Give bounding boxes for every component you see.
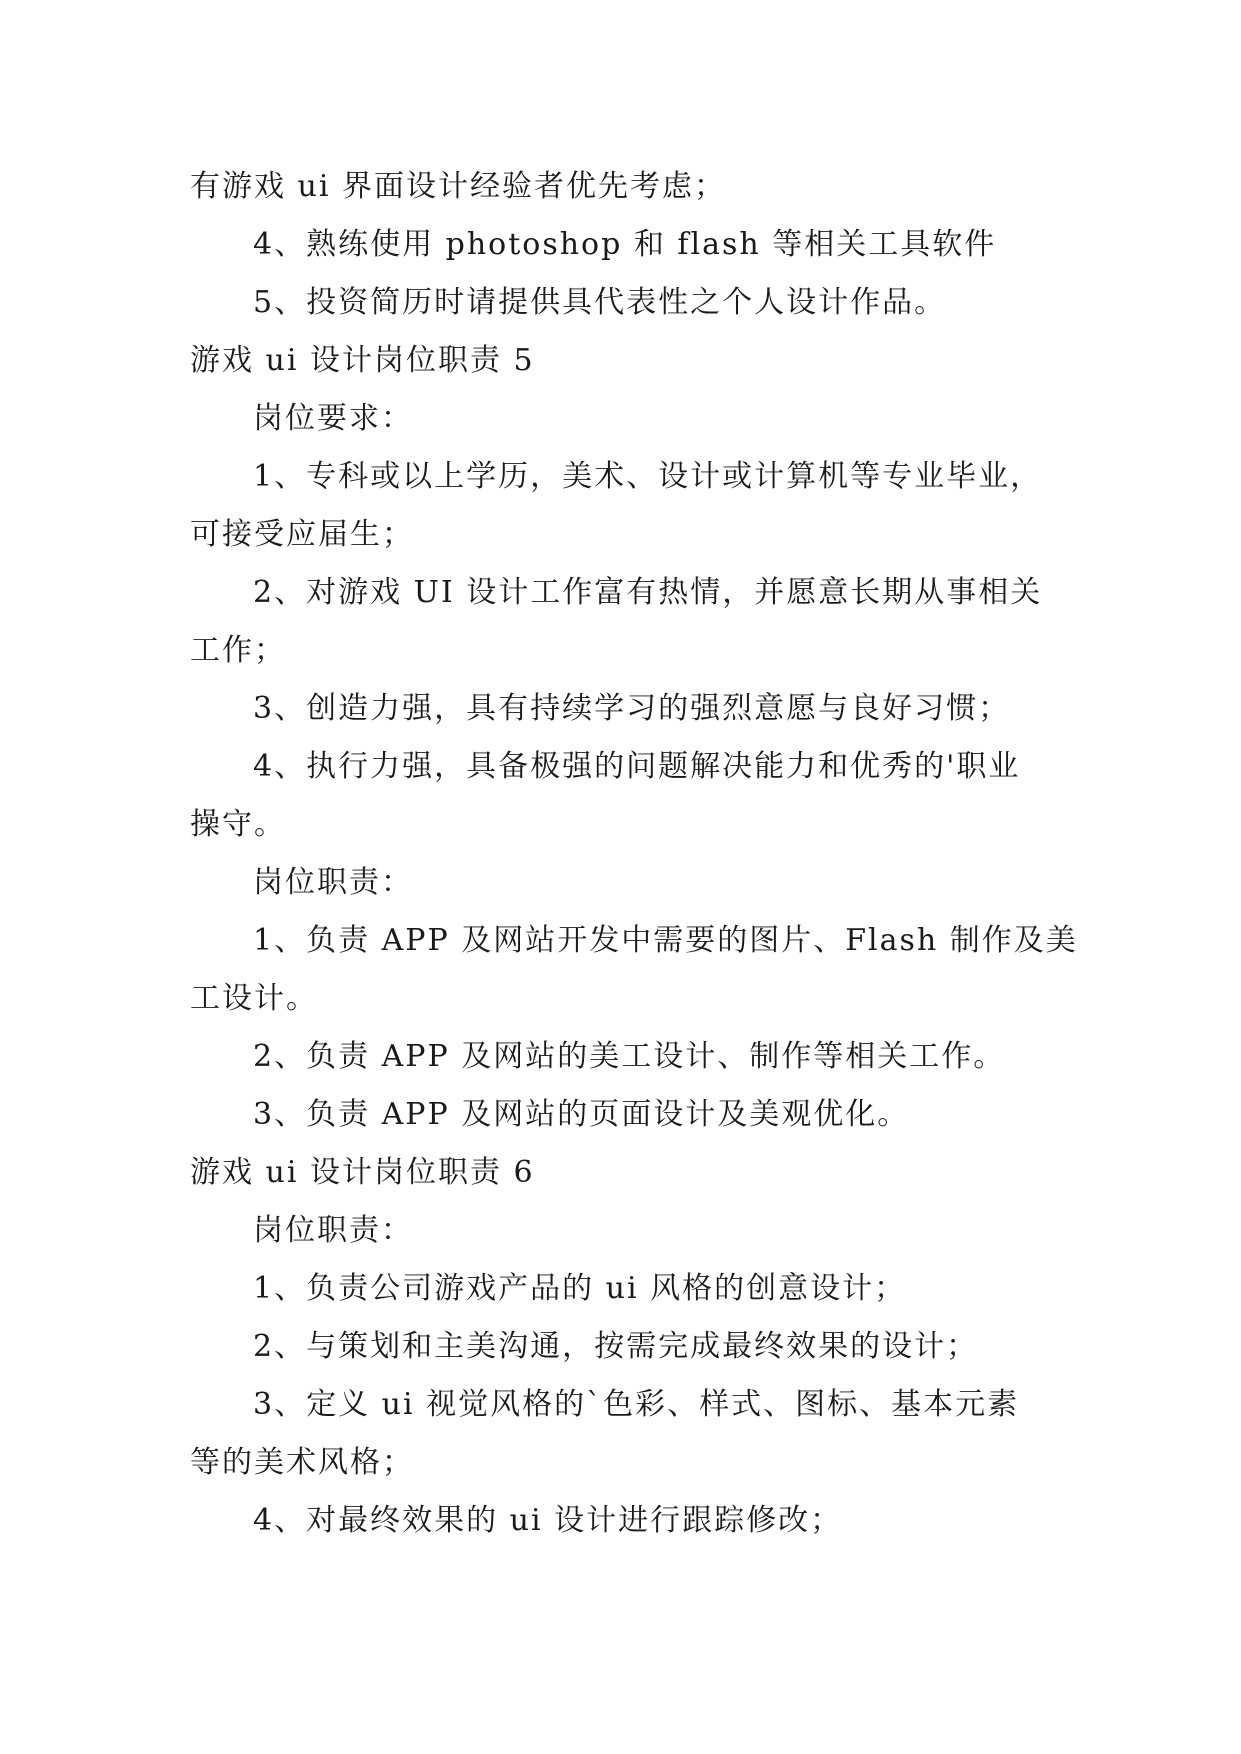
list-item: 4、熟练使用 photoshop 和 flash 等相关工具软件	[253, 227, 997, 262]
list-item: 2、负责 APP 及网站的美工设计、制作等相关工作。	[253, 1039, 1006, 1074]
list-item: 3、负责 APP 及网站的页面设计及美观优化。	[253, 1097, 910, 1132]
text-line: 等的美术风格；	[190, 1445, 414, 1480]
text-line: 可接受应届生；	[190, 517, 414, 552]
list-item: 3、定义 ui 视觉风格的`色彩、样式、图标、基本元素	[253, 1387, 1020, 1422]
list-item: 5、投资简历时请提供具代表性之个人设计作品。	[253, 285, 947, 320]
text-line: 操守。	[190, 807, 286, 842]
list-item: 1、负责公司游戏产品的 ui 风格的创意设计；	[253, 1271, 907, 1306]
list-item: 4、对最终效果的 ui 设计进行跟踪修改；	[253, 1503, 843, 1538]
text-line: 工作；	[190, 633, 286, 668]
section-heading: 游戏 ui 设计岗位职责 6	[190, 1155, 535, 1190]
subheading: 岗位职责：	[253, 1213, 413, 1248]
text-line: 有游戏 ui 界面设计经验者优先考虑；	[190, 169, 726, 204]
list-item: 2、对游戏 UI 设计工作富有热情，并愿意长期从事相关	[253, 575, 1043, 610]
list-item: 2、与策划和主美沟通，按需完成最终效果的设计；	[253, 1329, 979, 1364]
list-item: 1、负责 APP 及网站开发中需要的图片、Flash 制作及美	[253, 923, 1078, 958]
section-heading: 游戏 ui 设计岗位职责 5	[190, 343, 535, 378]
document-body	[190, 158, 1078, 1550]
subheading: 岗位职责：	[253, 865, 413, 900]
list-item: 3、创造力强，具有持续学习的强烈意愿与良好习惯；	[253, 691, 1011, 726]
text-line: 工设计。	[190, 981, 318, 1016]
subheading: 岗位要求：	[253, 401, 413, 436]
list-item: 1、专科或以上学历，美术、设计或计算机等专业毕业，	[253, 459, 1043, 494]
list-item: 4、执行力强，具备极强的问题解决能力和优秀的'职业	[253, 749, 1021, 784]
